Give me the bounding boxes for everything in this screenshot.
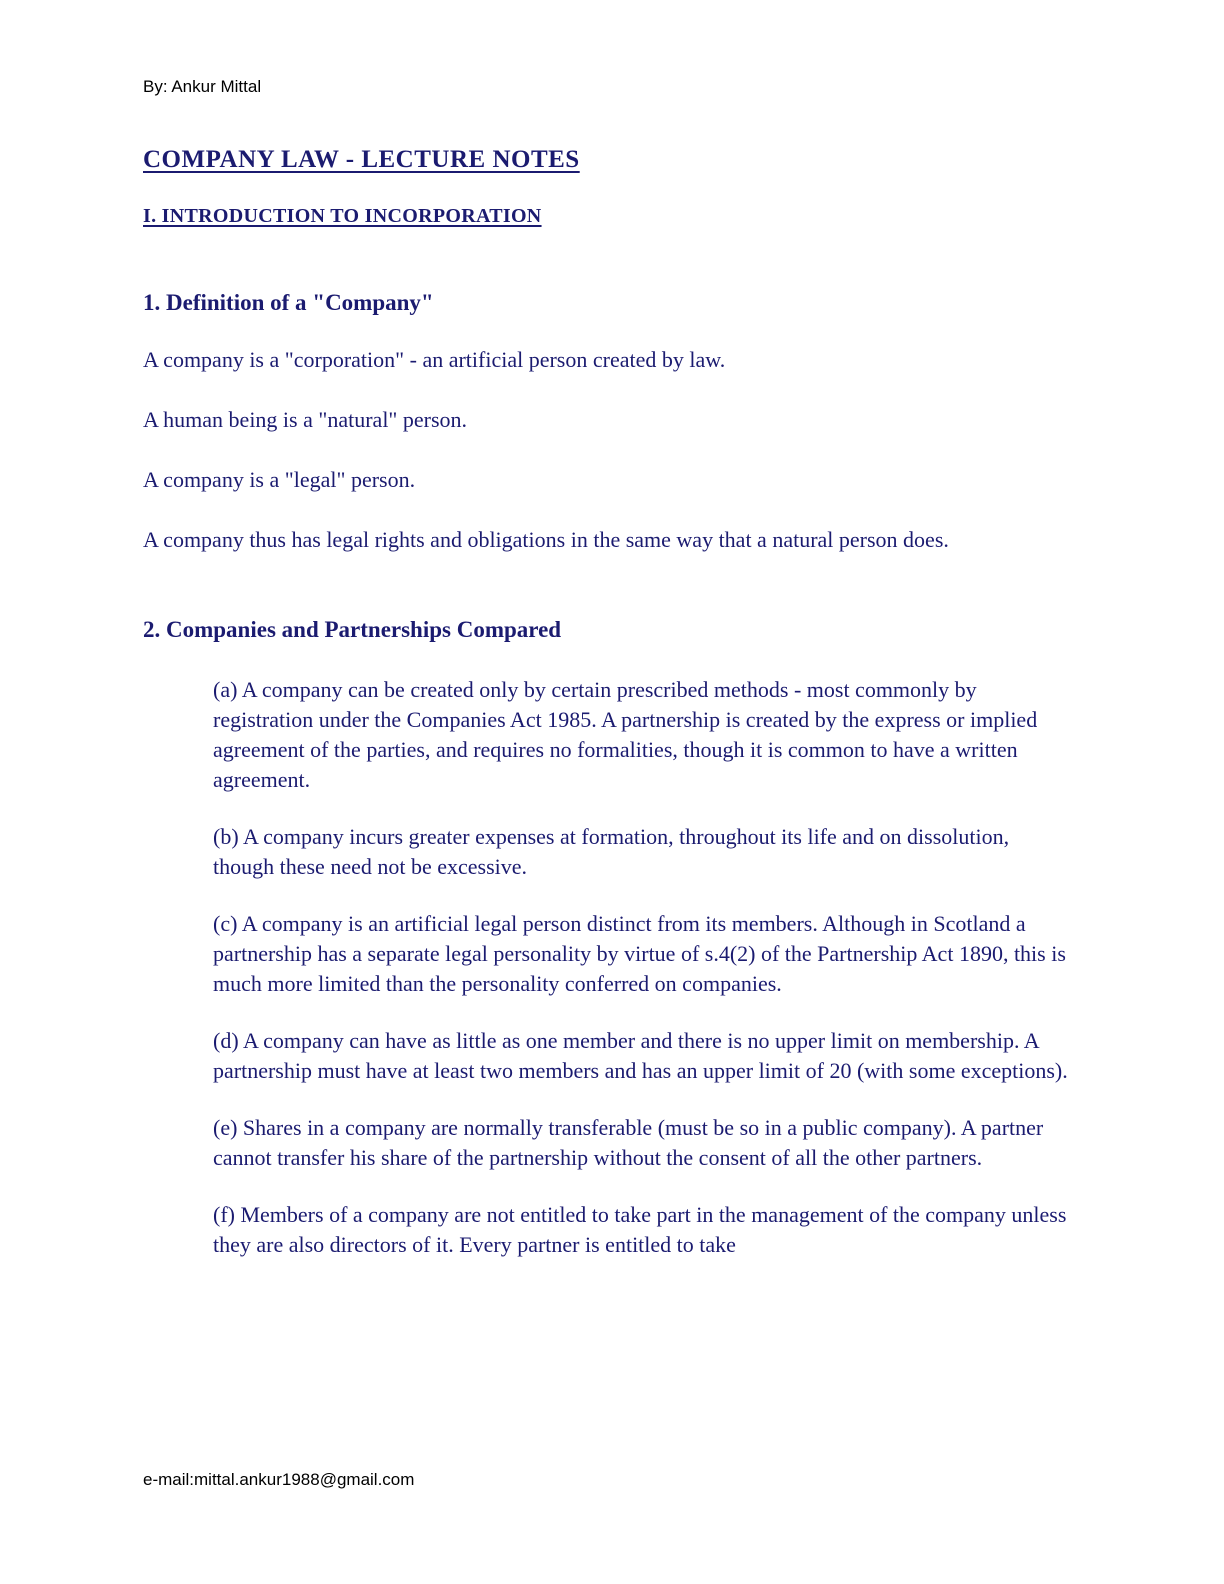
definition-paragraph: A company is a "corporation" - an artificial person created by law.: [143, 347, 726, 372]
comparison-item-d: (d) A company can have as little as one member and there is no upper limit on membership. A partnership must have at least two members and has an upper limit of 20 (with some exceptions).: [213, 1028, 1068, 1083]
comparison-item-c: (c) A company is an artificial legal person distinct from its members. Although in Scotland a partnership has a separate legal personality by virtue of s.4(2) of the Partnership Act 1890, this is much more limited than the personality conferred on companies.: [213, 911, 1066, 996]
comparison-item-f: (f) Members of a company are not entitled to take part in the management of the company unless they are also directors of it. Every partner is entitled to take: [213, 1202, 1067, 1257]
comparison-item-e: (e) Shares in a company are normally transferable (must be so in a public company). A partner cannot transfer his share of the partnership without the consent of all the other partners.: [213, 1115, 1044, 1170]
document-title: COMPANY LAW - LECTURE NOTES: [143, 146, 580, 173]
comparison-item-b: (b) A company incurs greater expenses at formation, throughout its life and on dissolution, though these need not be excessive.: [213, 824, 1010, 879]
author-byline: By: Ankur Mittal: [143, 77, 262, 96]
subsection-heading-comparison: 2. Companies and Partnerships Compared: [143, 617, 562, 642]
definition-paragraph: A human being is a "natural" person.: [143, 407, 468, 432]
definition-paragraph: A company is a "legal" person.: [143, 467, 416, 492]
subsection-heading-definition: 1. Definition of a "Company": [143, 290, 434, 315]
footer-email: e-mail:mittal.ankur1988@gmail.com: [143, 1470, 415, 1489]
definition-paragraph: A company thus has legal rights and obligations in the same way that a natural person does.: [143, 527, 949, 552]
section-heading-introduction: I. INTRODUCTION TO INCORPORATION: [143, 205, 542, 227]
comparison-item-a: (a) A company can be created only by certain prescribed methods - most commonly by registration under the Companies Act 1985. A partnership is created by the express or implied agreement of the parties, and requires no formalities, though it is common to have a written agreement.: [213, 677, 1038, 792]
comparison-list: [143, 675, 1086, 1260]
